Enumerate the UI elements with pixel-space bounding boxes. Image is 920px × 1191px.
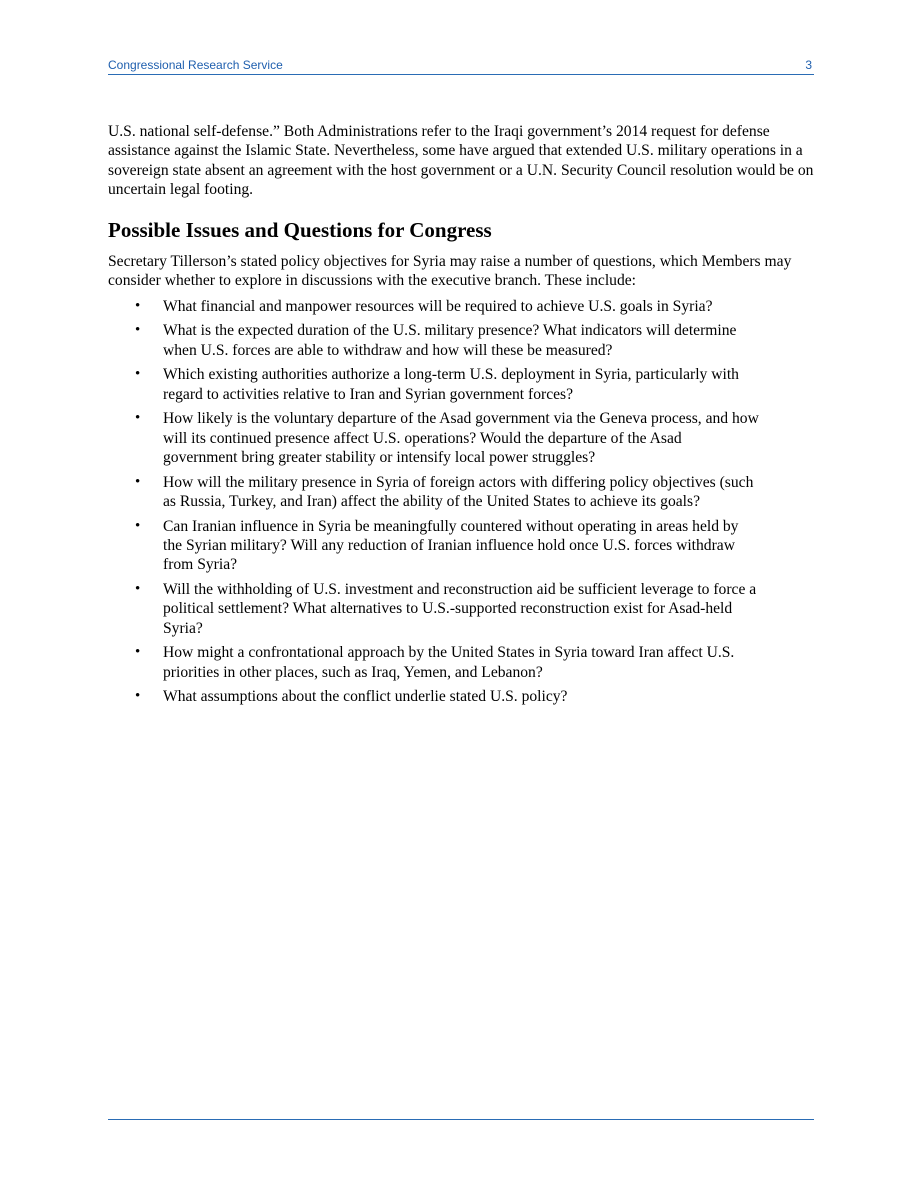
list-item [108,517,818,575]
question-text: Will the withholding of U.S. investment and reconstruction aid be sufficient leverage to force a political settlement? What alternatives to U.S.-supported reconstruction exist for Asad-held Syria? [163,580,757,637]
list-item [108,687,818,706]
list-item [108,409,818,467]
question-text: Which existing authorities authorize a long-term U.S. deployment in Syria, particularly with regard to activities relative to Iran and Syrian government forces? [163,366,739,403]
question-text: How likely is the voluntary departure of the Asad government via the Geneva process, and how will its continued presence affect U.S. operations? Would the departure of the Asad government bring greater stability or intensify local power struggles? [163,410,759,467]
list-item [108,580,818,638]
section-lead-paragraph: Secretary Tillerson’s stated policy objectives for Syria may raise a number of questions, which Members may consider whether to explore in discussions with the executive branch. These include: [108,253,792,290]
bullet-icon: • [135,580,141,597]
list-item [108,321,818,360]
bullet-icon: • [135,322,141,339]
bullet-icon: • [135,410,141,427]
bullet-icon: • [135,688,141,705]
bullet-icon: • [135,473,141,490]
list-item [108,643,818,682]
question-text: Can Iranian influence in Syria be meaningfully countered without operating in areas held by the Syrian military? Will any reduction of Iranian influence hold once U.S. forces withdraw from Syria? [163,517,739,574]
question-text: How will the military presence in Syria of foreign actors with differing policy objectives (such as Russia, Turkey, and Iran) affect the ability of the United States to achieve its goals? [163,473,754,511]
list-item [108,297,818,316]
question-text: What financial and manpower resources will be required to achieve U.S. goals in Syria? [163,297,713,315]
intro-paragraph: U.S. national self-defense.” Both Administrations refer to the Iraqi government’s 2014 request for defense assistance against the Islamic State. Nevertheless, some have argued that extended U.S. military operations in a sovereign state absent an agreement with the host government or a U.N. Security Council resolution would be on uncertain legal footing. [108,123,814,198]
page-header [108,58,814,75]
list-item [108,473,818,512]
question-text: What assumptions about the conflict underlie stated U.S. policy? [163,688,568,706]
bullet-icon: • [135,517,141,534]
section-heading: Possible Issues and Questions for Congress [108,218,492,243]
page-content [108,122,818,712]
bullet-icon: • [135,366,141,383]
footer-rule [108,1119,814,1120]
bullet-icon: • [135,644,141,661]
page-number: 3 [805,58,812,72]
questions-list [108,297,818,707]
header-source: Congressional Research Service [108,58,283,72]
question-text: How might a confrontational approach by the United States in Syria toward Iran affect U.S. priorities in other places, such as Iraq, Yemen, and Lebanon? [163,644,735,681]
question-text: What is the expected duration of the U.S. military presence? What indicators will determine when U.S. forces are able to withdraw and how will these be measured? [163,322,737,359]
bullet-icon: • [135,297,141,314]
list-item [108,365,818,404]
